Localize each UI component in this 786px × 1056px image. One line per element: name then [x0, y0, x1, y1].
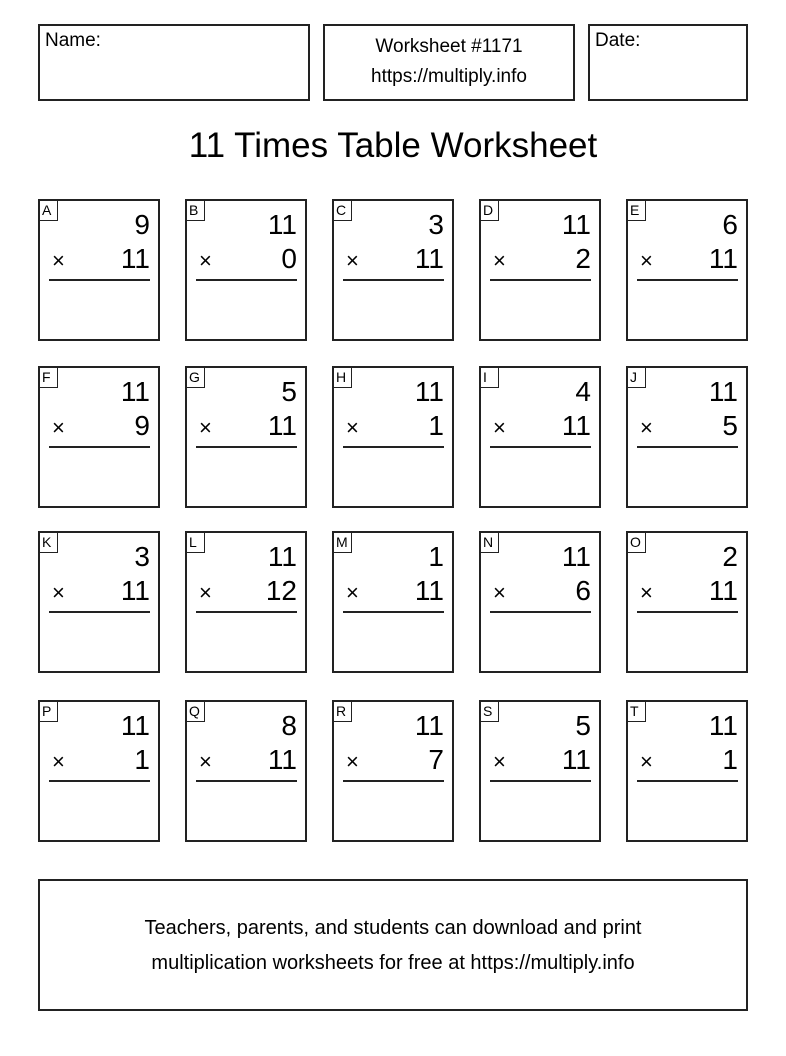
- problem-top-number: 3: [134, 541, 150, 572]
- problem-label: A: [38, 199, 58, 221]
- problem-bottom-number: 11: [708, 575, 738, 606]
- problem-card[interactable]: [185, 366, 307, 508]
- problem-card[interactable]: [332, 531, 454, 673]
- problem-top-number: 2: [722, 541, 738, 572]
- times-symbol: ×: [493, 580, 506, 605]
- problem-card[interactable]: [38, 199, 160, 341]
- problem-top-number: 3: [428, 209, 444, 240]
- problem-label: D: [479, 199, 499, 221]
- problem-label: N: [479, 531, 499, 553]
- problem-label: P: [38, 700, 58, 722]
- problem-bottom-number: 2: [575, 243, 591, 274]
- worksheet-number: Worksheet #1171: [375, 36, 523, 57]
- problem-top-number: 11: [120, 376, 150, 407]
- problem-card[interactable]: [479, 366, 601, 508]
- answer-rule: [343, 279, 444, 281]
- problem-top-number: 11: [267, 209, 297, 240]
- problem-top-number: 1: [428, 541, 444, 572]
- times-symbol: ×: [52, 248, 65, 273]
- problem-label: B: [185, 199, 205, 221]
- problem-card[interactable]: [479, 531, 601, 673]
- answer-rule: [637, 611, 738, 613]
- worksheet-info-box: [323, 24, 575, 101]
- problem-label: J: [626, 366, 646, 388]
- answer-rule: [196, 780, 297, 782]
- problem-label: S: [479, 700, 499, 722]
- problem-top-number: 11: [414, 710, 444, 741]
- problem-card[interactable]: [185, 700, 307, 842]
- footer-line-1: Teachers, parents, and students can download and print: [144, 917, 642, 939]
- times-symbol: ×: [346, 749, 359, 774]
- problem-bottom-number: 7: [428, 744, 444, 775]
- problem-top-number: 8: [281, 710, 297, 741]
- answer-rule: [637, 446, 738, 448]
- answer-rule: [49, 446, 150, 448]
- problem-card[interactable]: [185, 531, 307, 673]
- times-symbol: ×: [52, 749, 65, 774]
- answer-rule: [343, 611, 444, 613]
- answer-rule: [49, 780, 150, 782]
- problem-bottom-number: 0: [281, 243, 297, 274]
- problem-bottom-number: 11: [708, 243, 738, 274]
- problem-card[interactable]: [332, 366, 454, 508]
- times-symbol: ×: [640, 415, 653, 440]
- date-field-box[interactable]: [588, 24, 748, 101]
- answer-rule: [343, 446, 444, 448]
- problem-bottom-number: 11: [561, 744, 591, 775]
- problem-label: O: [626, 531, 646, 553]
- problem-top-number: 11: [561, 209, 591, 240]
- problem-card[interactable]: [479, 700, 601, 842]
- problem-bottom-number: 12: [265, 575, 297, 606]
- answer-rule: [196, 279, 297, 281]
- problem-top-number: 9: [134, 209, 150, 240]
- times-symbol: ×: [346, 415, 359, 440]
- problem-label: L: [185, 531, 205, 553]
- times-symbol: ×: [493, 749, 506, 774]
- date-label: Date:: [595, 30, 641, 51]
- problem-label: I: [479, 366, 499, 388]
- problem-label: E: [626, 199, 646, 221]
- problem-label: R: [332, 700, 352, 722]
- problem-top-number: 5: [575, 710, 591, 741]
- problem-label: T: [626, 700, 646, 722]
- problem-bottom-number: 11: [267, 410, 297, 441]
- problem-bottom-number: 11: [267, 744, 297, 775]
- problem-label: K: [38, 531, 58, 553]
- problem-card[interactable]: [626, 700, 748, 842]
- footer-line-2: multiplication worksheets for free at https://multiply.info: [151, 952, 635, 974]
- answer-rule: [637, 780, 738, 782]
- problem-bottom-number: 11: [414, 243, 444, 274]
- problem-top-number: 11: [267, 541, 297, 572]
- problem-top-number: 11: [708, 376, 738, 407]
- problem-card[interactable]: [332, 199, 454, 341]
- problem-label: C: [332, 199, 352, 221]
- problem-top-number: 11: [120, 710, 150, 741]
- times-symbol: ×: [493, 248, 506, 273]
- problem-card[interactable]: [626, 199, 748, 341]
- times-symbol: ×: [199, 749, 212, 774]
- problem-label: G: [185, 366, 205, 388]
- problem-top-number: 11: [708, 710, 738, 741]
- times-symbol: ×: [199, 415, 212, 440]
- answer-rule: [490, 279, 591, 281]
- problem-card[interactable]: [38, 700, 160, 842]
- problem-bottom-number: 1: [722, 744, 738, 775]
- times-symbol: ×: [199, 580, 212, 605]
- problem-bottom-number: 9: [134, 410, 150, 441]
- problem-card[interactable]: [38, 531, 160, 673]
- problem-bottom-number: 1: [428, 410, 444, 441]
- problem-label: Q: [185, 700, 205, 722]
- answer-rule: [49, 611, 150, 613]
- problem-card[interactable]: [626, 531, 748, 673]
- answer-rule: [490, 780, 591, 782]
- problem-card[interactable]: [332, 700, 454, 842]
- times-symbol: ×: [640, 580, 653, 605]
- answer-rule: [490, 446, 591, 448]
- page-title: 11 Times Table Worksheet: [188, 126, 598, 165]
- problem-top-number: 11: [561, 541, 591, 572]
- times-symbol: ×: [346, 248, 359, 273]
- answer-rule: [196, 611, 297, 613]
- problem-card[interactable]: [38, 366, 160, 508]
- problem-label: M: [332, 531, 352, 553]
- problem-label: F: [38, 366, 58, 388]
- problem-top-number: 4: [575, 376, 591, 407]
- footer-box: [38, 879, 748, 1011]
- problem-bottom-number: 11: [414, 575, 444, 606]
- name-field-box[interactable]: [38, 24, 310, 101]
- problem-bottom-number: 11: [120, 575, 150, 606]
- worksheet-url: https://multiply.info: [371, 66, 527, 87]
- problem-label: H: [332, 366, 352, 388]
- problem-card[interactable]: [626, 366, 748, 508]
- problem-bottom-number: 11: [561, 410, 591, 441]
- times-symbol: ×: [52, 415, 65, 440]
- answer-rule: [49, 279, 150, 281]
- answer-rule: [637, 279, 738, 281]
- problem-top-number: 11: [414, 376, 444, 407]
- times-symbol: ×: [640, 749, 653, 774]
- times-symbol: ×: [52, 580, 65, 605]
- name-label: Name:: [45, 30, 101, 51]
- problem-card[interactable]: [185, 199, 307, 341]
- answer-rule: [490, 611, 591, 613]
- problem-bottom-number: 11: [120, 243, 150, 274]
- problem-card[interactable]: [479, 199, 601, 341]
- times-symbol: ×: [346, 580, 359, 605]
- times-symbol: ×: [640, 248, 653, 273]
- times-symbol: ×: [493, 415, 506, 440]
- problem-top-number: 5: [281, 376, 297, 407]
- answer-rule: [196, 446, 297, 448]
- problem-top-number: 6: [722, 209, 738, 240]
- answer-rule: [343, 780, 444, 782]
- times-symbol: ×: [199, 248, 212, 273]
- problem-bottom-number: 6: [575, 575, 591, 606]
- problem-bottom-number: 5: [722, 410, 738, 441]
- problem-bottom-number: 1: [134, 744, 150, 775]
